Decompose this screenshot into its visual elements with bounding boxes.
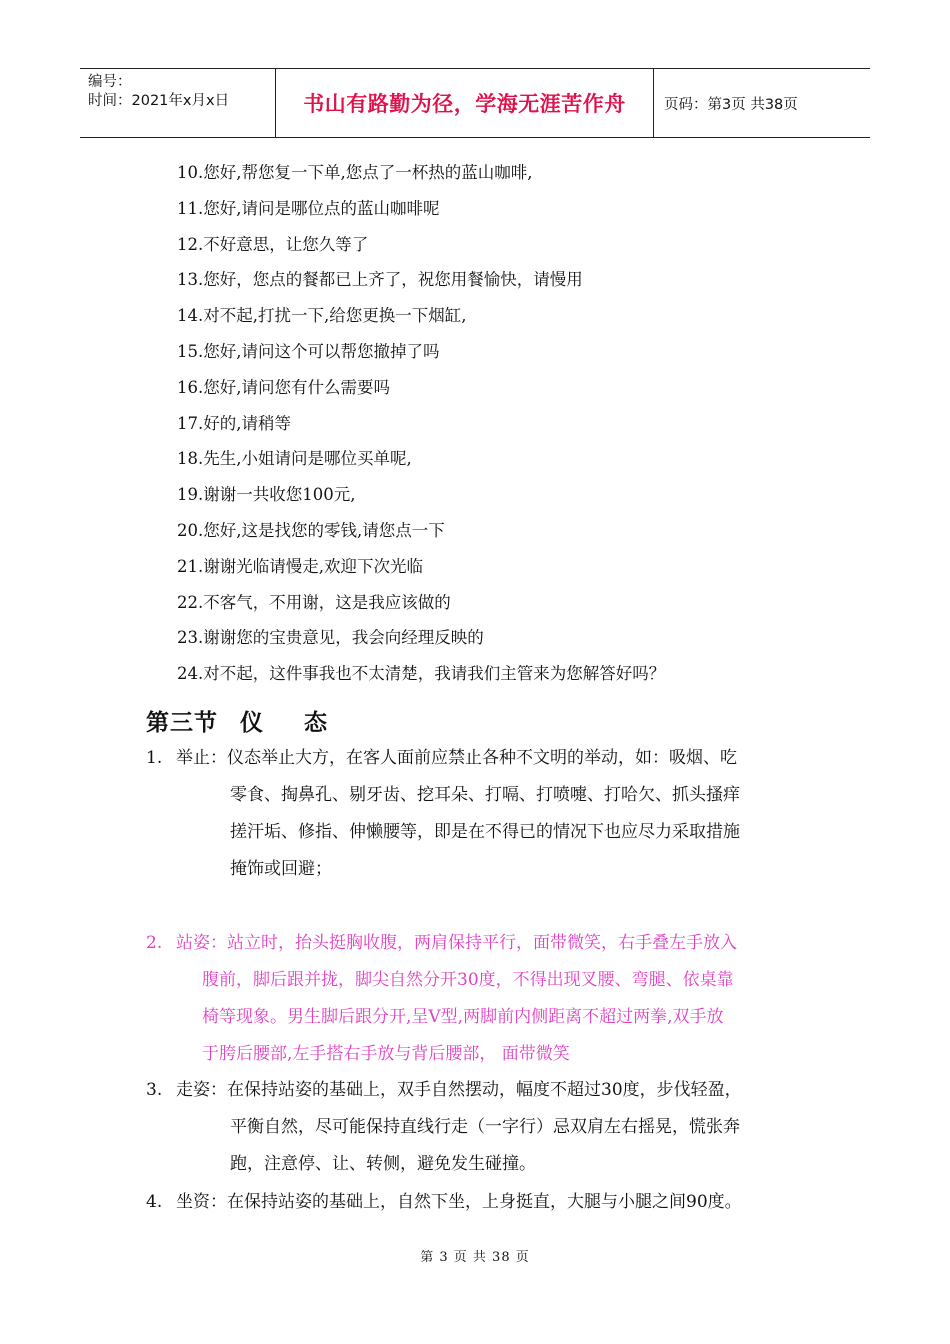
list-item: 23.谢谢您的宝贵意见，我会向经理反映的	[177, 628, 484, 648]
item-demeanor	[146, 740, 740, 888]
list-item: 22.不客气，不用谢，这是我应该做的	[177, 592, 451, 612]
list-item: 10.您好,帮您复一下单,您点了一杯热的蓝山咖啡,	[177, 163, 533, 182]
item-number: 4.	[146, 1192, 163, 1212]
section-title	[146, 704, 328, 737]
section-title-part: 仪	[240, 710, 264, 736]
list-item: 19.谢谢一共收您100元,	[177, 485, 356, 505]
page-header	[80, 68, 870, 138]
page-number-label: 页码：第3页 共38页	[664, 96, 798, 113]
list-item: 16.您好,请问您有什么需要吗	[177, 377, 390, 397]
list-item: 11.您好,请问是哪位点的蓝山咖啡呢	[177, 198, 440, 218]
section-title-part: 第三节	[146, 710, 218, 736]
list-item: 21.谢谢光临请慢走,欢迎下次光临	[177, 556, 423, 576]
header-info	[80, 69, 276, 137]
list-item: 24.对不起，这件事我也不太清楚，我请我们主管来为您解答好吗？	[177, 664, 666, 684]
item-text: 走姿：在保持站姿的基础上，双手自然摆动，幅度不超过30度，步伐轻盈，	[176, 1080, 742, 1100]
code-label: 编号：	[88, 74, 132, 90]
item-text: 椅等现象。男生脚后跟分开,呈V型,两脚前内侧距离不超过两拳,双手放	[202, 1007, 724, 1027]
item-number: 2.	[146, 933, 163, 953]
item-number: 3.	[146, 1080, 163, 1100]
list-item: 18.先生,小姐请问是哪位买单呢,	[177, 449, 412, 469]
section-title-part: 态	[304, 710, 328, 736]
item-walking-posture	[146, 1072, 742, 1183]
item-text: 搓汗垢、修指、伸懒腰等，即是在不得已的情况下也应尽力采取措施	[230, 822, 740, 842]
list-item: 14.对不起,打扰一下,给您更换一下烟缸,	[177, 306, 467, 326]
page-footer: 第 3 页 共 38 页	[420, 1250, 530, 1265]
list-item: 12.不好意思，让您久等了	[177, 234, 369, 254]
item-text: 站姿：站立时，抬头挺胸收腹，两肩保持平行，面带微笑，右手叠左手放入	[176, 933, 737, 953]
item-text: 腹前，脚后跟并拢，脚尖自然分开30度，不得出现叉腰、弯腿、依桌靠	[202, 970, 734, 990]
item-text: 跑，注意停、让、转侧，避免发生碰撞。	[230, 1154, 536, 1174]
list-item: 13.您好，您点的餐都已上齐了，祝您用餐愉快，请慢用	[177, 270, 583, 290]
item-standing-posture	[146, 925, 737, 1073]
list-item: 15.您好,请问这个可以帮您撤掉了吗	[177, 341, 440, 361]
item-text: 坐资：在保持站姿的基础上，自然下坐，上身挺直，大腿与小腿之间90度。	[176, 1192, 742, 1212]
item-text: 于胯后腰部,左手搭右手放与背后腰部， 面带微笑	[202, 1044, 570, 1064]
phrase-list	[177, 155, 827, 692]
item-text: 掩饰或回避；	[230, 859, 332, 879]
list-item: 17.好的,请稍等	[177, 413, 291, 433]
item-sitting-posture	[146, 1184, 742, 1221]
item-text: 平衡自然，尽可能保持直线行走（一字行）忌双肩左右摇晃，慌张奔	[230, 1117, 740, 1137]
list-item: 20.您好,这是找您的零钱,请您点一下	[177, 520, 445, 540]
item-number: 1.	[146, 748, 163, 768]
item-text: 零食、掏鼻孔、剔牙齿、挖耳朵、打嗝、打喷嚏、打哈欠、抓头搔痒	[230, 785, 740, 805]
motto: 书山有路勤为径，学海无涯苦作舟	[276, 69, 654, 137]
item-text: 举止：仪态举止大方，在客人面前应禁止各种不文明的举动，如：吸烟、吃	[176, 748, 737, 768]
date-label: 时间：2021年x月x日	[88, 93, 230, 109]
